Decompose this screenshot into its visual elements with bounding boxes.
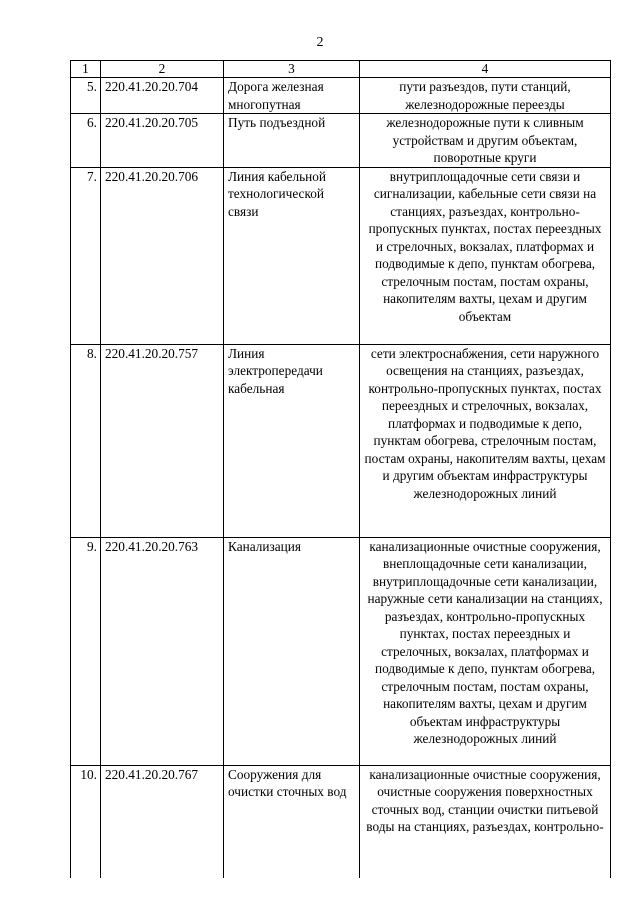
row-description: железнодорожные пути к сливным устройствам и другим объектам, поворотные круги xyxy=(360,114,611,168)
row-name: Путь подъездной xyxy=(224,114,360,168)
header-col-4: 4 xyxy=(360,61,611,78)
classification-table xyxy=(70,60,611,878)
header-row xyxy=(71,61,611,78)
row-name: Канализация xyxy=(224,537,360,765)
row-number: 5. xyxy=(71,78,101,114)
header-col-2: 2 xyxy=(101,61,224,78)
table-row xyxy=(71,114,611,168)
row-description: внутриплощадочные сети связи и сигнализации, кабельные сети связи на станциях, разъездах, контрольно-пропускных пунктах, постах переездных и стрелочных, вокзалах, платформах и подводимые к депо, пунктам обогрева, стрелочным постам, постам охраны, накопителям вахты, цехам и другим объектам xyxy=(360,167,611,344)
row-code: 220.41.20.20.763 xyxy=(101,537,224,765)
table-row xyxy=(71,78,611,114)
row-code: 220.41.20.20.704 xyxy=(101,78,224,114)
row-number: 9. xyxy=(71,537,101,765)
row-number: 6. xyxy=(71,114,101,168)
row-description: сети электроснабжения, сети наружного освещения на станциях, разъездах, контрольно-пропускных пунктах, постах переездных и стрелочных, вокзалах, платформах и подводимые к депо, пунктам обогрева, стрелочным постам, постам охраны, накопителям вахты, цехам и другим объектам инфраструктуры железнодорожных линий xyxy=(360,344,611,537)
row-description: пути разъездов, пути станций, железнодорожные переезды xyxy=(360,78,611,114)
table-row xyxy=(71,344,611,537)
row-description: канализационные очистные сооружения, очистные сооружения поверхностных сточных вод, станции очистки питьевой воды на станциях, разъездах, контрольно- xyxy=(360,765,611,878)
row-name: Дорога железная многопутная xyxy=(224,78,360,114)
row-code: 220.41.20.20.757 xyxy=(101,344,224,537)
row-number: 8. xyxy=(71,344,101,537)
row-name: Линия электропередачи кабельная xyxy=(224,344,360,537)
header-col-1: 1 xyxy=(71,61,101,78)
row-code: 220.41.20.20.705 xyxy=(101,114,224,168)
row-code: 220.41.20.20.767 xyxy=(101,765,224,878)
row-name: Линия кабельной технологической связи xyxy=(224,167,360,344)
table-header xyxy=(71,61,611,78)
row-number: 7. xyxy=(71,167,101,344)
table-row xyxy=(71,765,611,878)
row-name: Сооружения для очистки сточных вод xyxy=(224,765,360,878)
row-number: 10. xyxy=(71,765,101,878)
page-number: 2 xyxy=(316,35,324,50)
table-row xyxy=(71,537,611,765)
row-code: 220.41.20.20.706 xyxy=(101,167,224,344)
table-row xyxy=(71,167,611,344)
table-body xyxy=(71,78,611,878)
row-description: канализационные очистные сооружения, внеплощадочные сети канализации, внутриплощадочные сети канализации, наружные сети канализации на станциях, разъездах, контрольно-пропускных пунктах, постах переездных и стрелочных, вокзалах, платформах и подводимые к депо, пунктам обогрева, стрелочным постам, постам охраны, накопителям вахты, цехам и другим объектам инфраструктуры железнодорожных линий xyxy=(360,537,611,765)
header-col-3: 3 xyxy=(224,61,360,78)
